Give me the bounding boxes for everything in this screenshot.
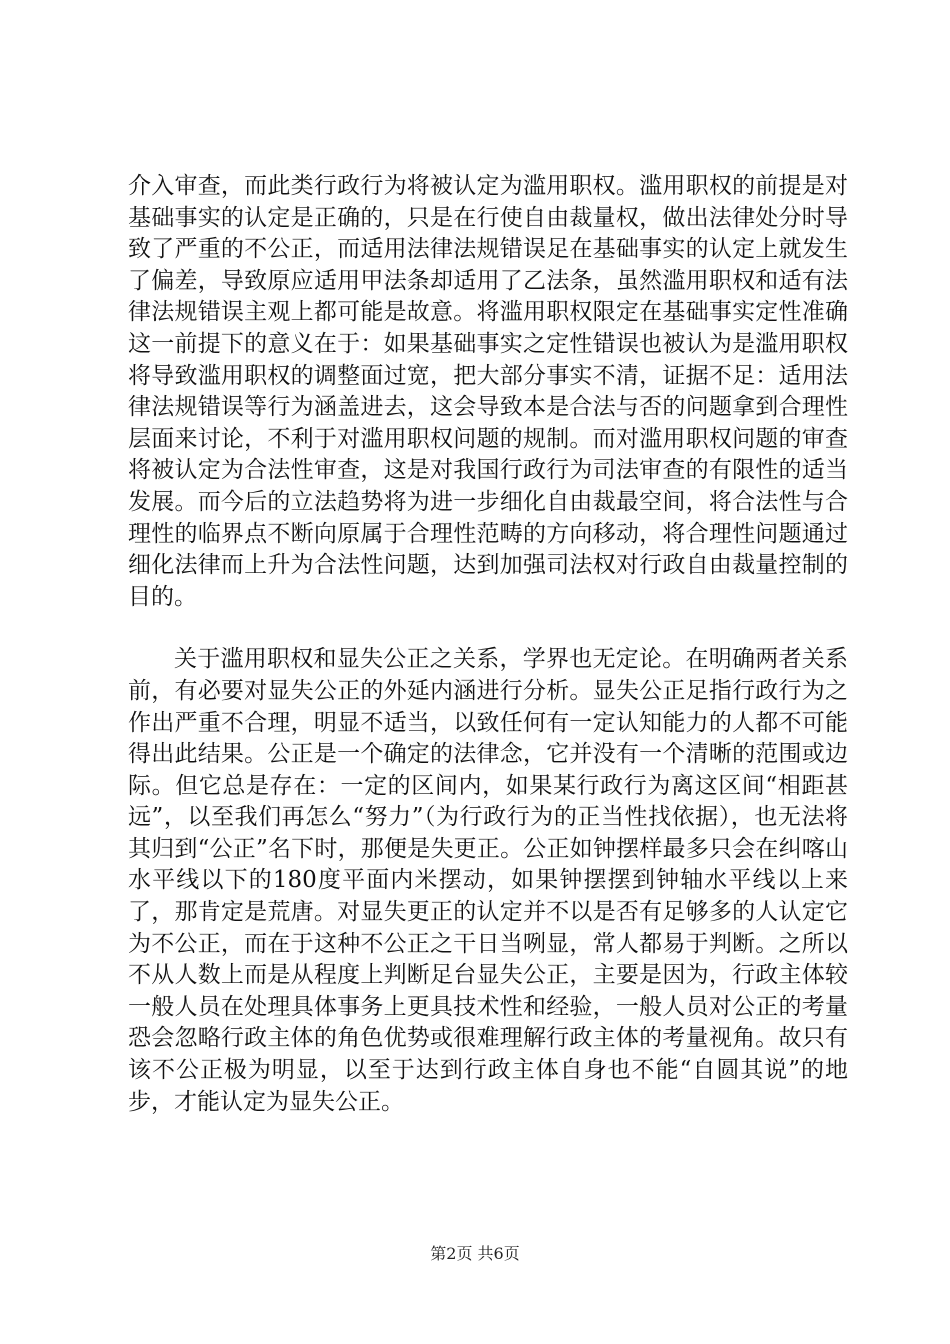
document-body (128, 171, 848, 1118)
page-number-footer: 第2页 共6页 (430, 1244, 520, 1263)
paragraph-2: 关于滥用职权和显失公正之关系，学界也无定论。在明确两者关系前，有必要对显失公正的外延内涵进行分析。显失公正足指行政行为之作出严重不合理，明显不适当，以致任何有一定认知能力的人都不可能得出此结果。公正是一个确定的法律念，它并没有一个清晰的范围或边际。但它总是存在：一定的区间内，如果某行政行为离这区间“相距甚远”，以至我们再怎么“努力”（为行政行为的正当性找依据），也无法将其归到“公正”名下时，那便是失更正。公正如钟摆样最多只会在纠喀山水平线以下的180度平面内米摆动，如果钟摆摆到钟轴水平线以上来了，那肯定是荒唐。对显失更正的认定并不以是否有足够多的人认定它为不公正，而在于这种不公正之干日当咧显，常人都易于判断。之所以不从人数上而是从程度上判断足台显失公正，主要是因为，行政主体较一般人员在处理具体事务上更具技术性和经验，一般人员对公正的考量恐会忽略行政主体的角色优势或很难理解行政主体的考量视角。故只有该不公正极为明显，以至于达到行政主体自身也不能“自圆其说”的地步，才能认定为显失公正。 (128, 646, 848, 1115)
paragraph-1: 介入审查，而此类行政行为将被认定为滥用职权。滥用职权的前提是对基础事实的认定是正确的，只是在行使自由裁量权，做出法律处分时导致了严重的不公正，而适用法律法规错误足在基础事实的认定上就发生了偏差，导致原应适用甲法条却适用了乙法条，虽然滥用职权和适有法律法规错误主观上都可能是故意。将滥用职权限定在基础事实定性准确这一前提下的意义在于：如果基础事实之定性错误也被认为是滥用职权将导致滥用职权的调整面过宽，把大部分事实不清，证据不足：适用法律法规错误等行为涵盖进去，这会导致本是合法与否的问题拿到合理性层面来讨论，不利于对滥用职权问题的规制。而对滥用职权问题的审查将被认定为合法性审查，这是对我国行政行为司法审查的有限性的适当发展。而今后的立法趋势将为进一步细化自由裁最空间，将合法性与合理性的临界点不断向原属于合理性范畴的方向移动，将合理性问题通过细化法律而上升为合法性问题，达到加强司法权对行政自由裁量控制的目的。 (128, 173, 848, 610)
